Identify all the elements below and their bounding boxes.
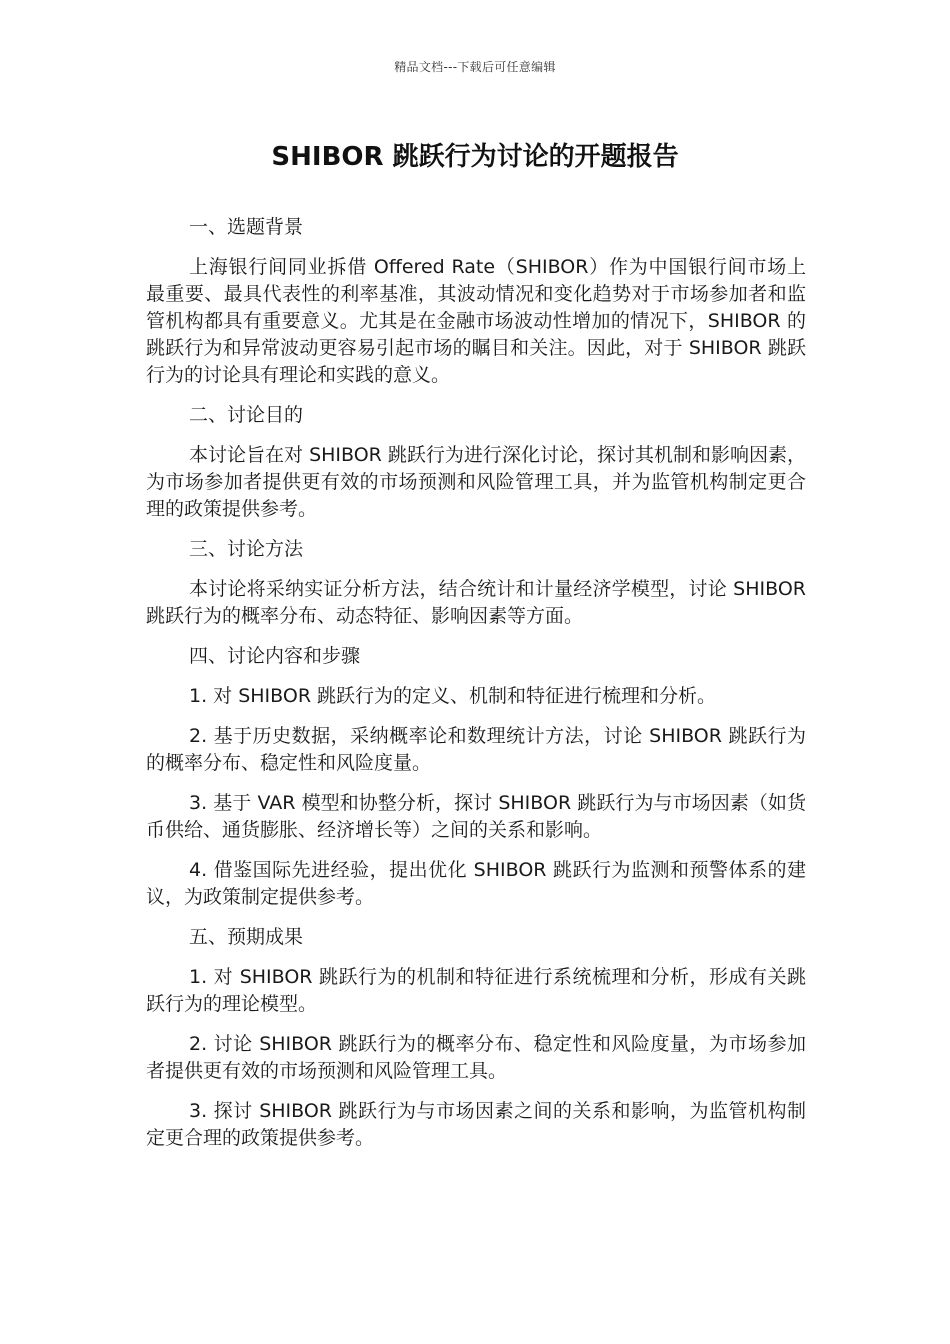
section-heading: 三、讨论方法 xyxy=(189,538,304,560)
section-heading: 四、讨论内容和步骤 xyxy=(189,645,361,667)
list-item: 2. 基于历史数据，采纳概率论和数理统计方法，讨论 SHIBOR 跳跃行为的概率分布、稳定性和风险度量。 xyxy=(146,725,806,774)
document-body xyxy=(146,214,806,1165)
list-item: 2. 讨论 SHIBOR 跳跃行为的概率分布、稳定性和风险度量，为市场参加者提供更有效的市场预测和风险管理工具。 xyxy=(146,1033,806,1082)
paragraph: 本讨论将采纳实证分析方法，结合统计和计量经济学模型，讨论 SHIBOR 跳跃行为的概率分布、动态特征、影响因素等方面。 xyxy=(146,578,806,627)
section-heading: 二、讨论目的 xyxy=(189,404,304,426)
paragraph: 本讨论旨在对 SHIBOR 跳跃行为进行深化讨论，探讨其机制和影响因素，为市场参加者提供更有效的市场预测和风险管理工具，并为监管机构制定更合理的政策提供参考。 xyxy=(146,444,806,520)
document-title: SHIBOR 跳跃行为讨论的开题报告 xyxy=(271,142,679,172)
list-item: 4. 借鉴国际先进经验，提出优化 SHIBOR 跳跃行为监测和预警体系的建议，为政策制定提供参考。 xyxy=(146,859,806,908)
list-item: 1. 对 SHIBOR 跳跃行为的机制和特征进行系统梳理和分析，形成有关跳跃行为的理论模型。 xyxy=(146,966,806,1015)
list-item: 3. 探讨 SHIBOR 跳跃行为与市场因素之间的关系和影响，为监管机构制定更合理的政策提供参考。 xyxy=(146,1100,806,1149)
section-heading: 一、选题背景 xyxy=(189,216,304,238)
paragraph: 上海银行间同业拆借 Offered Rate（SHIBOR）作为中国银行间市场上最重要、最具代表性的利率基准，其波动情况和变化趋势对于市场参加者和监管机构都具有重要意义。尤其是在金融市场波动性增加的情况下，SHIBOR 的跳跃行为和异常波动更容易引起市场的瞩目和关注。因此，对于 SHIBOR 跳跃行为的讨论具有理论和实践的意义。 xyxy=(146,256,806,386)
header-note: 精品文档---下载后可任意编辑 xyxy=(394,60,556,74)
section-heading: 五、预期成果 xyxy=(189,926,304,948)
list-item: 3. 基于 VAR 模型和协整分析，探讨 SHIBOR 跳跃行为与市场因素（如货币供给、通货膨胀、经济增长等）之间的关系和影响。 xyxy=(146,792,806,841)
list-item: 1. 对 SHIBOR 跳跃行为的定义、机制和特征进行梳理和分析。 xyxy=(189,685,717,707)
